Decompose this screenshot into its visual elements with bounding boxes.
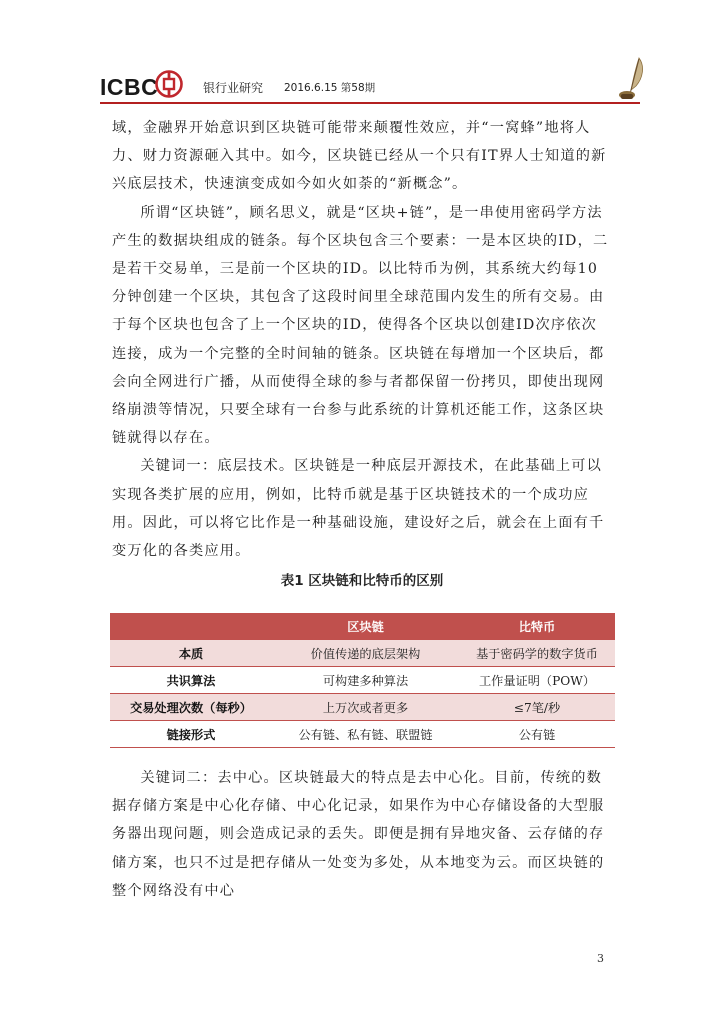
table-header-cell: 区块链	[272, 613, 459, 640]
icbc-logo-icon	[155, 70, 183, 98]
table-cell: 可构建多种算法	[272, 667, 459, 694]
page-header	[0, 0, 724, 110]
publication-title: 银行业研究	[203, 81, 264, 95]
body-section-1	[112, 114, 612, 565]
table-cell: 公有链、私有链、联盟链	[272, 721, 459, 748]
table-cell: 工作量证明（POW）	[459, 667, 615, 694]
table-header-row	[110, 613, 615, 640]
comparison-table	[110, 613, 615, 748]
quill-feather-icon	[612, 56, 648, 102]
header-divider	[100, 102, 640, 104]
table-header-cell	[110, 613, 272, 640]
table-row	[110, 667, 615, 694]
paragraph-4: 关键词二：去中心。区块链最大的特点是去中心化。目前，传统的数据存储方案是中心化存储、中心化记录，如果作为中心存储设备的大型服务器出现问题，则会造成记录的丢失。即便是拥有异地灾备、云存储的存储方案，也只不过是把存储从一处变为多处，从本地变为云。而区块链的整个网络没有中心	[112, 770, 605, 899]
table-row	[110, 694, 615, 721]
row-label: 共识算法	[110, 667, 272, 694]
table-caption: 表1 区块链和比特币的区别	[280, 573, 444, 589]
issue-date: 2016.6.15 第58期	[284, 82, 376, 94]
paragraph-1: 域，金融界开始意识到区块链可能带来颠覆性效应，并“一窝蜂”地将人力、财力资源砸入其中。如今，区块链已经从一个只有IT界人士知道的新兴底层技术，快速演变成如今如火如荼的“新概念”。	[112, 120, 607, 193]
table-header-cell: 比特币	[459, 613, 615, 640]
table-row	[110, 721, 615, 748]
table-cell: 价值传递的底层架构	[272, 640, 459, 667]
icbc-logo-text: ICBC	[100, 74, 159, 100]
row-label: 本质	[110, 640, 272, 667]
table-cell: 公有链	[459, 721, 615, 748]
table-cell: 基于密码学的数字货币	[459, 640, 615, 667]
paragraph-3: 关键词一：底层技术。区块链是一种底层开源技术，在此基础上可以实现各类扩展的应用，例如，比特币就是基于区块链技术的一个成功应用。因此，可以将它比作是一种基础设施，建设好之后，就会在上面有千变万化的各类应用。	[112, 458, 605, 560]
row-label: 交易处理次数（每秒）	[110, 694, 272, 721]
row-label: 链接形式	[110, 721, 272, 748]
table-cell: 上万次或者更多	[272, 694, 459, 721]
paragraph-2: 所谓“区块链”，顾名思义，就是“区块+链”，是一串使用密码学方法产生的数据块组成的链条。每个区块包含三个要素：一是本区块的ID，二是若干交易单，三是前一个区块的ID。以比特币为例，其系统大约每10分钟创建一个区块，其包含了这段时间里全球范围内发生的所有交易。由于每个区块也包含了上一个区块的ID，使得各个区块以创建ID次序依次连接，成为一个完整的全时间轴的链条。区块链在每增加一个区块后，都会向全网进行广播，从而使得全球的参与者都保留一份拷贝，即使出现网络崩溃等情况，只要全球有一台参与此系统的计算机还能工作，这条区块链就得以存在。	[112, 204, 609, 447]
page-number: 3	[597, 952, 604, 965]
table-row	[110, 640, 615, 667]
body-section-2	[112, 764, 612, 905]
table-cell: ≤7笔/秒	[459, 694, 615, 721]
